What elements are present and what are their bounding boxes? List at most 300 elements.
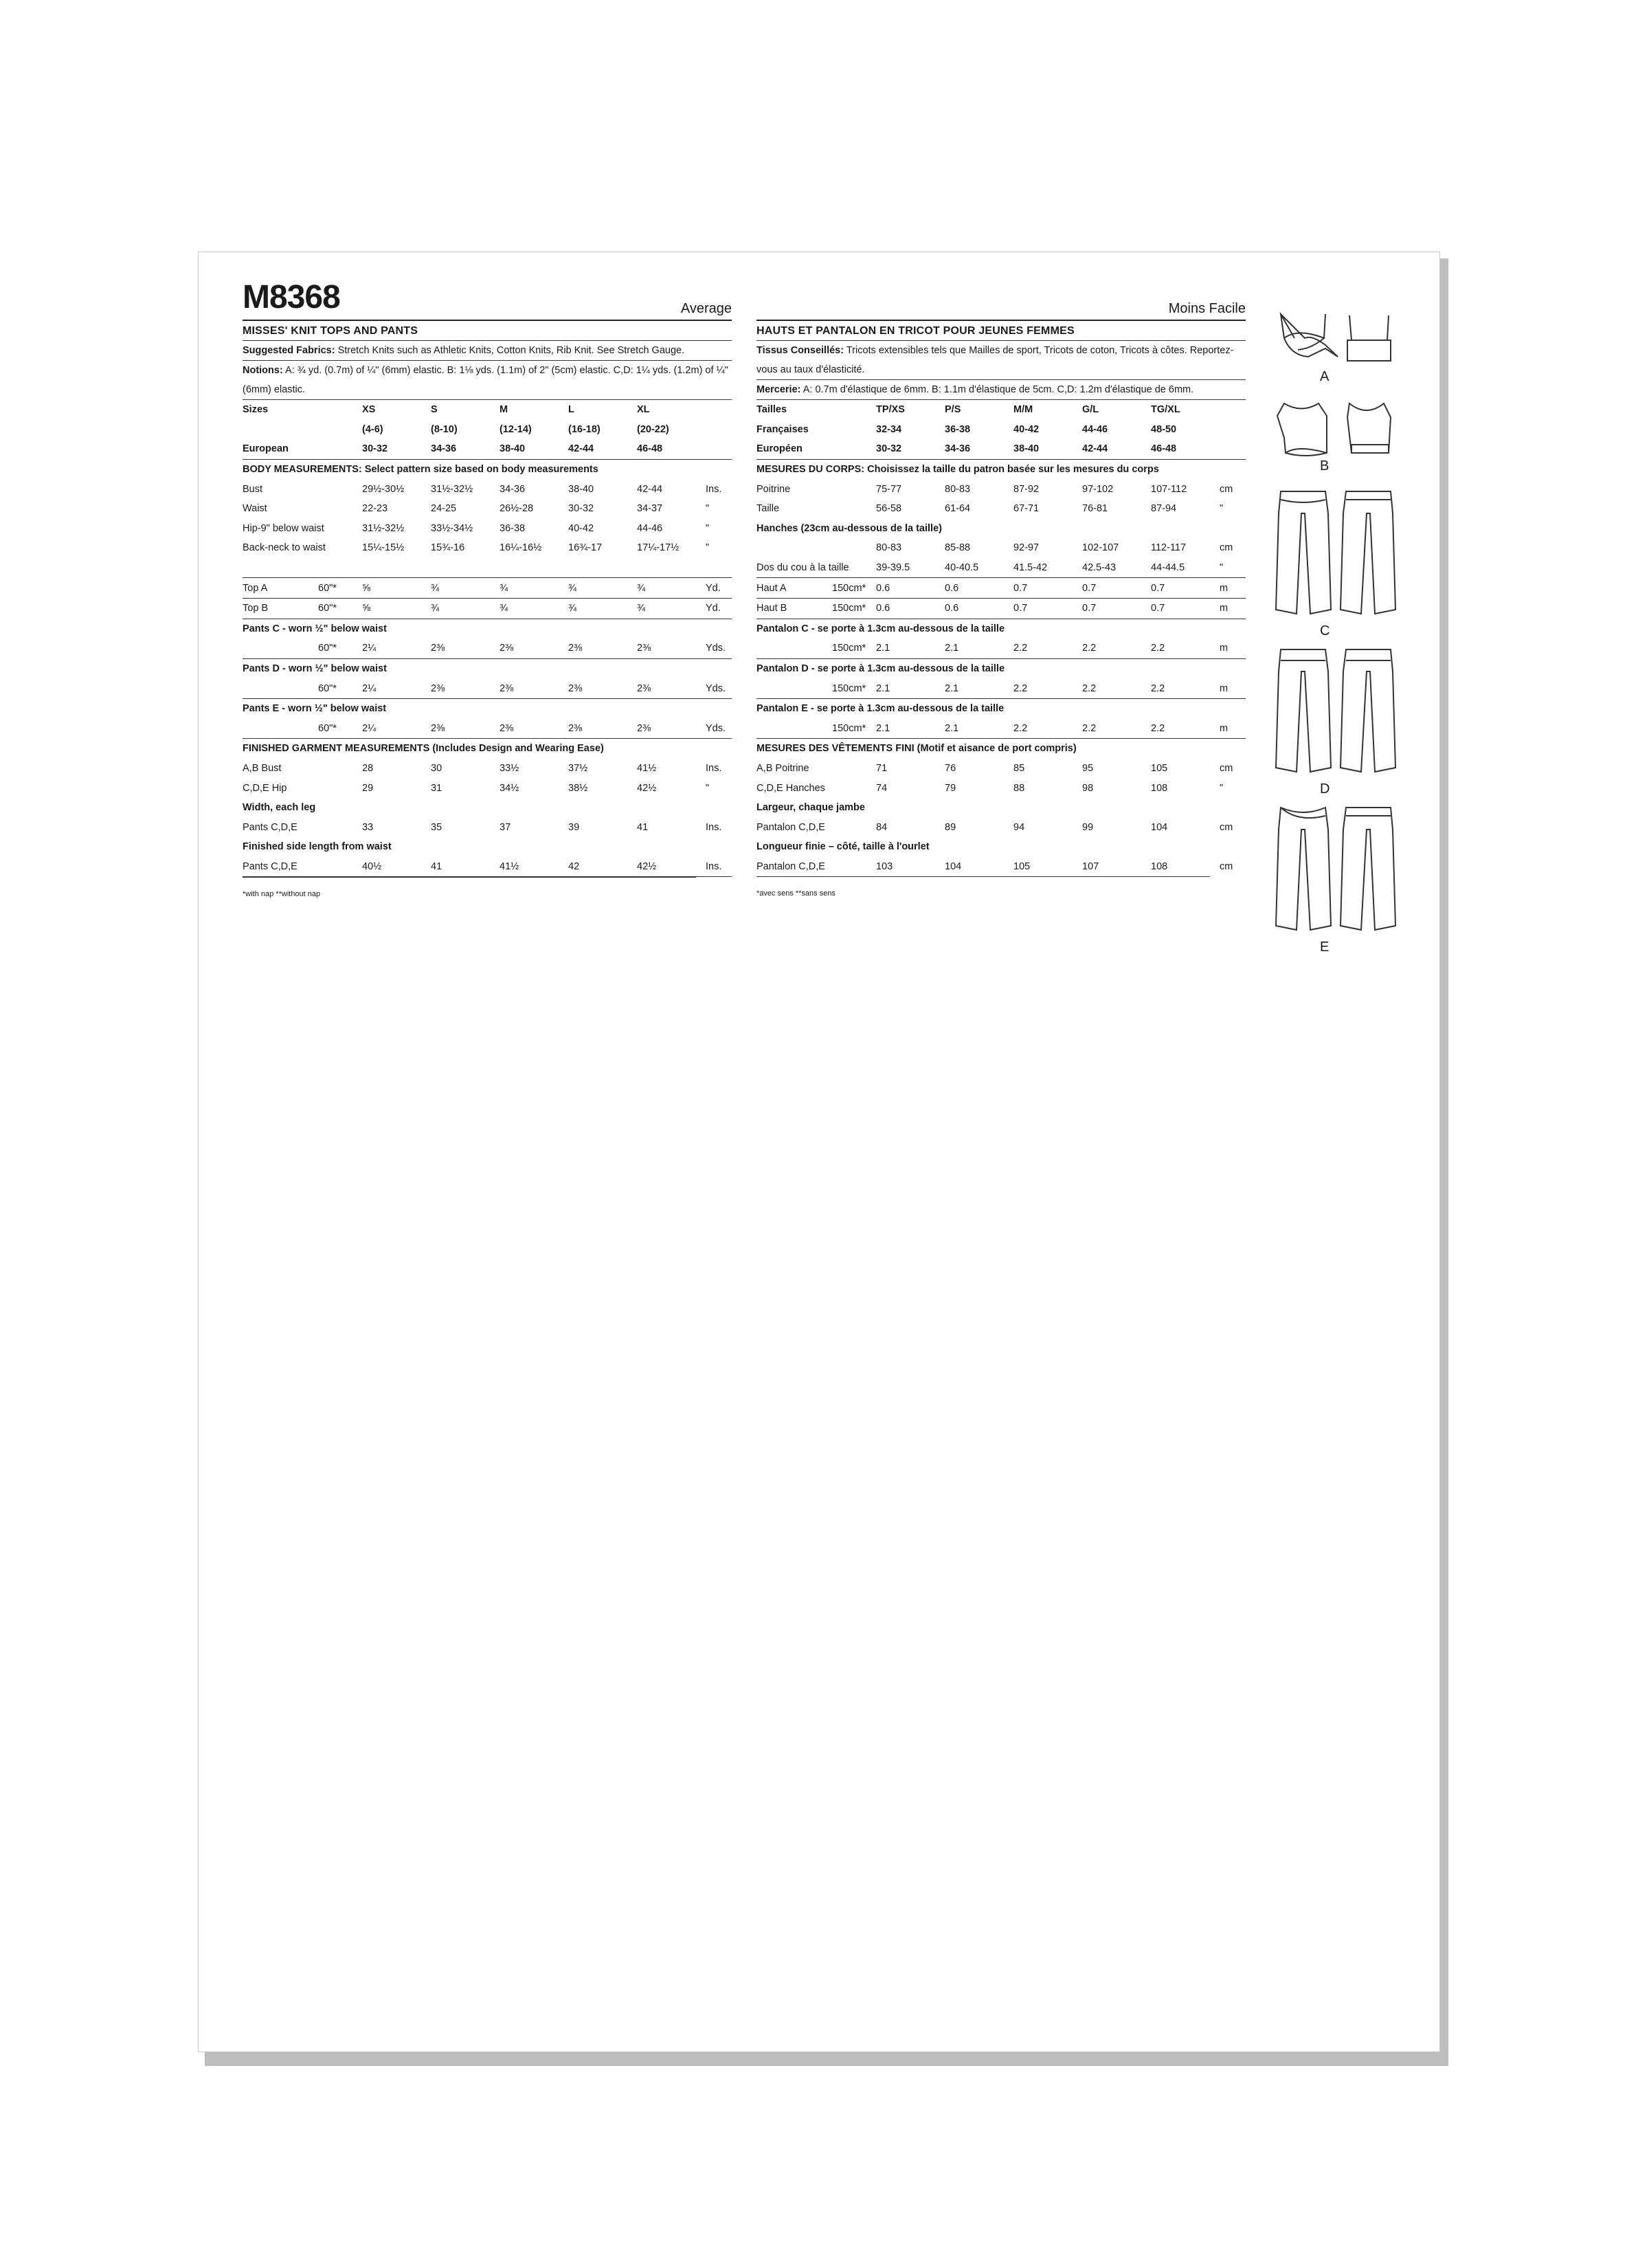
table-cell: 2.2 (1151, 638, 1220, 658)
table-cell: 2⅜ (500, 678, 568, 698)
table-cell: 2.2 (1082, 678, 1151, 698)
row-label: A,B Bust (243, 762, 282, 774)
row-label (756, 719, 832, 739)
table-cell: " (1220, 782, 1224, 794)
table-cell: 92-97 (1013, 542, 1040, 554)
table-cell: ¾ (637, 598, 706, 619)
table-row (243, 420, 732, 440)
table-cell: 102-107 (1082, 542, 1119, 554)
section-heading: Pantalon C - se porte à 1.3cm au-dessous de la taille (756, 623, 1005, 634)
table-cell (832, 538, 876, 558)
table-cell: 2⅜ (431, 678, 500, 698)
table-cell: 0.7 (1082, 578, 1151, 599)
table-cell: 2.2 (1082, 638, 1151, 658)
table-row (756, 798, 1246, 818)
row-label: Top A (243, 578, 318, 599)
table-cell: 0.6 (876, 578, 945, 599)
table-cell: cm (1220, 542, 1233, 554)
table-cell: 76-81 (1082, 503, 1108, 515)
pattern-title: MISSES' KNIT TOPS AND PANTS (243, 321, 732, 341)
table-cell: TG/XL (1151, 404, 1180, 416)
row-label: Pantalon C,D,E (756, 860, 825, 872)
row-label (243, 558, 318, 578)
table-cell: L (568, 404, 574, 416)
table-cell: 0.7 (1082, 598, 1151, 619)
table-cell: S (431, 404, 438, 416)
table-row (756, 619, 1246, 638)
table-cell: 38-40 (500, 439, 568, 459)
table-cell: m (1220, 719, 1246, 739)
table-cell (1220, 420, 1246, 440)
table-cell (832, 759, 876, 779)
table-cell: 44-44.5 (1151, 558, 1220, 578)
table-cell: cm (1220, 762, 1233, 774)
table-cell: 16¼-16½ (500, 542, 542, 554)
bra-top-icon (1270, 307, 1401, 383)
row-label (243, 420, 318, 440)
notions-text: A: 0.7m d'élastique de 6mm. B: 1.1m d'élastique de 5cm. C,D: 1.2m d'élastique de 6mm. (800, 384, 1194, 395)
table-cell: ⅝ (362, 578, 431, 599)
table-cell: 89 (945, 821, 956, 833)
table-cell: 28 (362, 762, 374, 774)
table-cell: 30-32 (362, 439, 431, 459)
section-heading: MESURES DU CORPS: Choisissez la taille du patron basée sur les mesures du corps (756, 464, 1159, 476)
table-cell: 60"* (318, 578, 362, 599)
table-row (243, 638, 732, 658)
table-cell (568, 558, 637, 578)
table-row (756, 837, 1246, 857)
table-row (243, 857, 732, 877)
table-cell (318, 857, 362, 877)
table-cell (706, 558, 732, 578)
table-cell: 2¼ (362, 638, 431, 658)
table-row (243, 739, 732, 759)
table-row (756, 719, 1246, 739)
table-cell: 37 (500, 821, 511, 833)
table-cell: 2.2 (1151, 678, 1220, 698)
table-row (756, 857, 1246, 877)
pattern-envelope-back (198, 252, 1440, 2052)
table-cell: 150cm* (832, 578, 876, 599)
table-cell: 104 (1151, 821, 1168, 833)
table-cell: 85 (1013, 762, 1025, 774)
table-row (243, 719, 732, 739)
table-cell: 2⅜ (431, 638, 500, 658)
table-cell: 85-88 (945, 542, 971, 554)
table-row (243, 658, 732, 678)
table-cell: 2.2 (1082, 719, 1151, 739)
section-heading: Finished side length from waist (243, 841, 392, 853)
table-cell: 76 (945, 762, 956, 774)
fabrics-text: Stretch Knits such as Athletic Knits, Cotton Knits, Rib Knit. See Stretch Gauge. (335, 345, 685, 356)
table-row (756, 519, 1246, 539)
table-row (243, 598, 732, 619)
table-cell: 150cm* (832, 598, 876, 619)
row-label: Poitrine (756, 483, 791, 495)
flare-pants-icon (1270, 486, 1401, 623)
table-cell: 46-48 (637, 439, 706, 459)
pattern-number: M8368 (243, 279, 340, 315)
table-cell: 104 (945, 860, 962, 872)
row-label: C,D,E Hip (243, 782, 287, 794)
table-cell (318, 479, 362, 499)
table-cell: " (1220, 503, 1224, 515)
table-cell: 60"* (318, 638, 362, 658)
table-cell: 17¼-17½ (637, 542, 680, 554)
table-row (243, 499, 732, 519)
table-cell: 80-83 (945, 483, 971, 495)
french-column (756, 287, 1246, 898)
section-heading: Longueur finie – côté, taille à l'ourlet (756, 841, 930, 853)
table-cell: ¾ (568, 598, 637, 619)
table-cell (318, 778, 362, 798)
row-label: A,B Poitrine (756, 762, 809, 774)
table-cell: 24-25 (431, 503, 457, 515)
row-label: Dos du cou à la taille (756, 558, 876, 578)
table-cell (637, 558, 706, 578)
table-cell (832, 479, 876, 499)
view-label: E (1320, 940, 1330, 955)
row-label: Pants C,D,E (243, 857, 318, 877)
english-column (243, 279, 732, 899)
table-cell (1220, 400, 1246, 420)
table-cell: 0.7 (1013, 578, 1082, 599)
table-cell: 2⅜ (637, 719, 706, 739)
view-b (1270, 397, 1415, 486)
table-cell (318, 817, 362, 837)
row-label: Haut B (756, 598, 832, 619)
table-cell: 46-48 (1151, 439, 1220, 459)
table-cell: 34-36 (945, 439, 1013, 459)
table-cell: ¾ (500, 578, 568, 599)
table-cell (318, 439, 362, 459)
row-label: Waist (243, 503, 267, 515)
table-row (243, 678, 732, 698)
suggested-fabrics (243, 341, 732, 361)
table-cell: 34½ (500, 782, 519, 794)
table-cell: 0.7 (1151, 598, 1220, 619)
view-label: B (1320, 458, 1330, 474)
row-label: Back-neck to waist (243, 542, 326, 554)
table-cell: 38-40 (1013, 439, 1082, 459)
row-label: Sizes (243, 404, 269, 416)
row-label (756, 538, 832, 558)
row-label: Haut A (756, 578, 832, 599)
table-cell: 97-102 (1082, 483, 1114, 495)
pattern-title: HAUTS ET PANTALON EN TRICOT POUR JEUNES FEMMES (756, 321, 1246, 341)
table-cell: G/L (1082, 404, 1099, 416)
table-cell: 79 (945, 782, 956, 794)
table-cell: 107 (1082, 860, 1099, 872)
table-cell: 2.2 (1013, 719, 1082, 739)
table-row (756, 598, 1246, 619)
notions-label: Mercerie: (756, 384, 801, 395)
table-cell: 44-46 (637, 522, 663, 534)
table-cell: XS (362, 404, 376, 416)
table-cell: Yd. (706, 598, 732, 619)
table-cell: 42.5-43 (1082, 558, 1151, 578)
table-cell (500, 558, 568, 578)
table-cell: " (706, 782, 710, 794)
table-cell: 41 (637, 821, 649, 833)
view-c (1270, 486, 1415, 644)
view-line-art (1270, 307, 1415, 960)
table-cell: 2.1 (876, 678, 945, 698)
table-cell: 94 (1013, 821, 1025, 833)
table-cell: 31 (431, 782, 442, 794)
table-cell: (20-22) (637, 423, 669, 435)
table-cell: M/M (1013, 404, 1033, 416)
table-cell: 108 (1151, 860, 1168, 872)
table-cell: 15¼-15½ (362, 542, 405, 554)
table-cell: m (1220, 578, 1246, 599)
table-cell: 42½ (637, 857, 706, 877)
row-label: Top B (243, 598, 318, 619)
table-row (756, 420, 1246, 440)
view-label: C (1320, 623, 1330, 638)
table-row (243, 619, 732, 638)
table-row (243, 759, 732, 779)
table-cell: 30-32 (876, 439, 945, 459)
footnote-divider (243, 877, 696, 878)
table-cell (832, 439, 876, 459)
table-cell: 2¼ (362, 678, 431, 698)
table-cell: 41 (431, 857, 500, 877)
row-label: Hip-9" below waist (243, 522, 324, 534)
row-label: Bust (243, 483, 263, 495)
table-cell: 40-42 (568, 522, 594, 534)
table-cell: 0.7 (1013, 598, 1082, 619)
section-heading: Width, each leg (243, 802, 316, 814)
table-cell (832, 499, 876, 519)
table-cell: 34-36 (431, 439, 500, 459)
table-cell: ¾ (431, 598, 500, 619)
table-cell: 34-37 (637, 503, 663, 515)
section-heading: Pantalon E - se porte à 1.3cm au-dessous de la taille (756, 703, 1005, 715)
table-cell (362, 558, 431, 578)
section-heading: MESURES DES VÊTEMENTS FINI (Motif et aisance de port compris) (756, 743, 1077, 755)
table-cell: 150cm* (832, 678, 876, 698)
table-cell: 41.5-42 (1013, 558, 1082, 578)
crop-top-icon (1270, 397, 1401, 472)
table-cell: Ins. (706, 483, 722, 495)
table-row (243, 459, 732, 479)
table-cell: 2⅜ (568, 678, 637, 698)
row-label (243, 638, 318, 658)
table-cell: 48-50 (1151, 423, 1177, 435)
table-cell: TP/XS (876, 404, 905, 416)
table-cell: 75-77 (876, 483, 902, 495)
difficulty-label: Moins Facile (1168, 301, 1246, 316)
table-cell: ¾ (568, 578, 637, 599)
table-row (756, 439, 1246, 459)
section-heading: BODY MEASUREMENTS: Select pattern size based on body measurements (243, 464, 598, 476)
row-label (756, 638, 832, 658)
table-cell: 67-71 (1013, 503, 1040, 515)
table-cell: 150cm* (832, 719, 876, 739)
table-cell: 87-94 (1151, 503, 1177, 515)
table-row (756, 638, 1246, 658)
table-row (756, 578, 1246, 599)
table-cell: 2.1 (945, 719, 1013, 739)
table-cell: P/S (945, 404, 961, 416)
section-heading: Pants E - worn ½" below waist (243, 703, 387, 715)
table-cell: 2.1 (876, 719, 945, 739)
table-row (243, 400, 732, 420)
flare-pants-icon (1270, 802, 1401, 940)
table-cell: 2.2 (1013, 678, 1082, 698)
table-cell (832, 857, 876, 877)
table-cell (318, 558, 362, 578)
table-cell: 0.6 (945, 578, 1013, 599)
table-row (756, 817, 1246, 837)
table-cell: 44-46 (1082, 423, 1108, 435)
table-row (756, 739, 1246, 759)
table-cell: ¾ (500, 598, 568, 619)
table-row (243, 538, 732, 558)
view-a (1270, 307, 1415, 397)
table-cell: " (1220, 558, 1246, 578)
table-cell: 87-92 (1013, 483, 1040, 495)
table-cell: " (706, 542, 710, 554)
row-label: Taille (756, 503, 780, 515)
table-cell: 30-32 (568, 503, 594, 515)
table-cell: 2⅜ (500, 638, 568, 658)
table-cell (431, 558, 500, 578)
table-cell: cm (1220, 821, 1233, 833)
table-row (756, 658, 1246, 678)
table-row (243, 698, 732, 718)
table-cell: 112-117 (1151, 542, 1187, 554)
footnote-divider (756, 876, 1210, 877)
table-row (756, 558, 1246, 578)
table-cell: Yds. (706, 638, 732, 658)
table-cell: 16¾-17 (568, 542, 603, 554)
table-cell: 2¼ (362, 719, 431, 739)
table-cell (706, 420, 732, 440)
view-d (1270, 644, 1415, 802)
size-chart-table (756, 400, 1246, 876)
table-cell: 22-23 (362, 503, 388, 515)
table-cell: ¾ (431, 578, 500, 599)
table-cell: 84 (876, 821, 888, 833)
row-label: Tailles (756, 404, 787, 416)
difficulty-label: Average (680, 301, 732, 316)
table-cell: 2.2 (1151, 719, 1220, 739)
fabrics-label: Tissus Conseillés: (756, 345, 844, 356)
section-heading: Hanches (23cm au-dessous de la taille) (756, 522, 942, 534)
row-label (243, 678, 318, 698)
table-cell: 33½ (500, 762, 519, 774)
table-cell: 60"* (318, 678, 362, 698)
table-cell: Yds. (706, 719, 732, 739)
table-cell: 99 (1082, 821, 1094, 833)
table-cell: 29½-30½ (362, 483, 405, 495)
table-cell: M (500, 404, 508, 416)
table-cell: 103 (876, 860, 893, 872)
table-row (756, 499, 1246, 519)
fabrics-label: Suggested Fabrics: (243, 345, 335, 356)
table-cell: 31½-32½ (431, 483, 473, 495)
table-cell: (16-18) (568, 423, 601, 435)
table-row (243, 578, 732, 599)
table-cell: 60"* (318, 598, 362, 619)
row-label: Européen (756, 439, 832, 459)
table-cell: 0.6 (945, 598, 1013, 619)
row-label: European (243, 439, 318, 459)
row-label: Pantalon C,D,E (756, 821, 825, 833)
table-cell: 60"* (318, 719, 362, 739)
view-e (1270, 802, 1415, 960)
table-cell (706, 400, 732, 420)
view-label: D (1320, 781, 1330, 797)
table-cell: 40-40.5 (945, 558, 1013, 578)
table-row (243, 798, 732, 818)
table-cell: 105 (1151, 762, 1168, 774)
table-cell: 95 (1082, 762, 1094, 774)
table-cell: 2⅜ (500, 719, 568, 739)
table-cell: 39-39.5 (876, 558, 945, 578)
table-row (243, 439, 732, 459)
section-heading: FINISHED GARMENT MEASUREMENTS (Includes Design and Wearing Ease) (243, 743, 604, 755)
table-cell: 42½ (637, 782, 657, 794)
table-cell: ¾ (637, 578, 706, 599)
table-cell (318, 759, 362, 779)
suggested-fabrics (756, 341, 1246, 380)
table-cell: Ins. (706, 762, 722, 774)
table-cell: (12-14) (500, 423, 532, 435)
section-heading: Pants C - worn ½" below waist (243, 623, 387, 634)
table-cell: Yds. (706, 678, 732, 698)
row-label (243, 719, 318, 739)
table-cell: 33½-34½ (431, 522, 473, 534)
table-cell: " (706, 503, 710, 515)
flare-pants-icon (1270, 644, 1401, 781)
table-cell: 2⅜ (568, 638, 637, 658)
table-cell: 0.6 (876, 598, 945, 619)
table-cell: 107-112 (1151, 483, 1187, 495)
table-cell (1220, 439, 1246, 459)
table-cell: 26½-28 (500, 503, 534, 515)
table-cell: 30 (431, 762, 442, 774)
table-cell: 41½ (500, 857, 568, 877)
table-row (243, 558, 732, 578)
table-cell: 38½ (568, 782, 588, 794)
row-label (756, 678, 832, 698)
table-cell (706, 439, 732, 459)
table-cell: 33 (362, 821, 374, 833)
table-row (243, 519, 732, 539)
table-cell: 42 (568, 857, 637, 877)
table-cell (832, 400, 876, 420)
table-cell (832, 817, 876, 837)
table-cell: m (1220, 678, 1246, 698)
row-label: Pants C,D,E (243, 821, 298, 833)
header (756, 287, 1246, 321)
table-cell: 42-44 (568, 439, 637, 459)
table-cell: cm (1220, 860, 1233, 872)
table-cell: 2⅜ (431, 719, 500, 739)
notions-label: Notions: (243, 365, 283, 376)
notions (756, 380, 1246, 400)
table-cell: 2.1 (945, 638, 1013, 658)
table-cell: 150cm* (832, 638, 876, 658)
table-row (243, 778, 732, 798)
table-cell: 71 (876, 762, 888, 774)
table-row (756, 479, 1246, 499)
table-cell: ⅝ (362, 598, 431, 619)
table-row (756, 459, 1246, 479)
